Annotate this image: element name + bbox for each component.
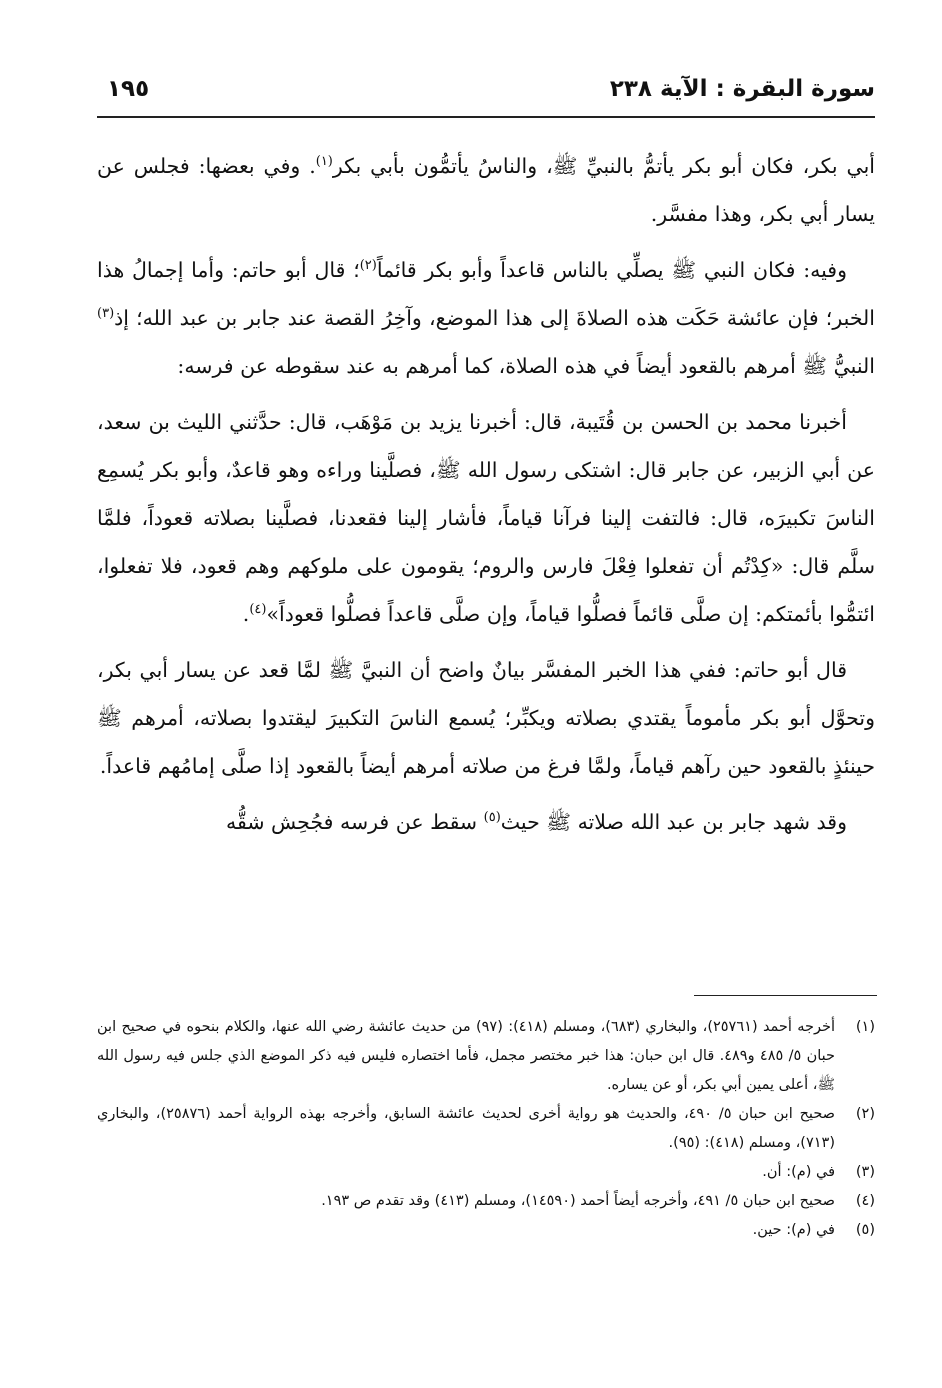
footnotes — [97, 1013, 875, 1245]
footnote-ref: (٢) — [359, 258, 377, 274]
footnote-separator — [694, 995, 877, 996]
page-number: ١٩٥ — [107, 76, 150, 102]
paragraph-text: . وفي بعضها: فجلس عن يسار أبي بكر، وهذا مفسَّر. — [97, 154, 875, 226]
paragraph — [97, 246, 875, 390]
paragraph-text: وفيه: فكان النبي ﷺ يصلِّي بالناس قاعداً وأبو بكر قائماً — [376, 258, 848, 282]
paragraph — [97, 398, 875, 638]
footnote-number: (٢) — [855, 1106, 875, 1122]
running-title: سورة البقرة : الآية ٢٣٨ — [609, 76, 875, 102]
paragraph-text: . — [242, 602, 250, 626]
paragraph-text: وقد شهد جابر بن عبد الله صلاته ﷺ حيث — [500, 810, 847, 834]
paragraph — [97, 646, 875, 790]
footnote-number: (٥) — [855, 1222, 875, 1238]
footnote-number: (٤) — [855, 1193, 875, 1209]
footnote — [97, 1158, 875, 1187]
footnote — [97, 1216, 875, 1245]
footnote-ref: (٥) — [483, 810, 501, 826]
footnote-ref: (٤) — [249, 602, 267, 618]
footnote — [97, 1100, 875, 1158]
footnote-text: في (م): أن. — [762, 1164, 835, 1180]
paragraph-text: أبي بكر، فكان أبو بكر يأتمُّ بالنبيِّ ﷺ، والناسُ يأتمُّون بأبي بكر — [332, 154, 875, 178]
paragraph — [97, 142, 875, 238]
paragraph-text: أخبرنا محمد بن الحسن بن قُتَيبة، قال: أخبرنا يزيد بن مَوْهَب، قال: حدَّثني الليث بن سعد، عن أبي الزبير، عن جابر قال: اشتكى رسول الله ﷺ، فصلَّينا وراءه وهو قاعدٌ، وأبو بكر يُسمِع الناسَ تكبيرَه، قال: فالتفت إلينا فرآنا قياماً، فأشار إلينا فقعدنا، فصلَّينا بصلاته قعوداً، فلمَّا سلَّم قال: «كِدْتُم أن تفعلوا فِعْلَ فارس والروم؛ يقومون على ملوكهم وهم قعود، فلا تفعلوا، ائتمُّوا بأئمتكم: إن صلَّى قائماً فصلُّوا قياماً، وإن صلَّى قاعداً فصلُّوا قعوداً» — [97, 410, 875, 626]
footnote-text: في (م): حين. — [752, 1222, 835, 1238]
footnote-ref: (٣) — [97, 306, 115, 322]
footnote-text: صحيح ابن حبان ٥/ ٤٩١، وأخرجه أيضاً أحمد (١٤٥٩٠)، ومسلم (٤١٣) وقد تقدم ص ١٩٣. — [321, 1193, 835, 1209]
paragraph-text: قال أبو حاتم: ففي هذا الخبر المفسَّر بيانٌ واضح أن النبيَّ ﷺ لمَّا قعد عن يسار أبي بكر، وتحوَّل أبو بكر مأموماً يقتدي بصلاته ويكبِّر؛ يُسمع الناسَ التكبيرَ ليقتدوا بصلاته، أمرهم ﷺ حينئذٍ بالقعود حين رآهم قياماً، ولمَّا فرغ من صلاته أمرهم أيضاً بالقعود إذا صلَّى إمامُهم قاعداً. — [97, 658, 875, 778]
footnote-ref: (١) — [315, 154, 333, 170]
main-text — [97, 142, 875, 854]
footnote-text: أخرجه أحمد (٢٥٧٦١)، والبخاري (٦٨٣)، ومسلم (٤١٨): (٩٧) من حديث عائشة رضي الله عنها، والكلام بنحوه في صحيح ابن حبان ٥/ ٤٨٥ و٤٨٩. قال ابن حبان: هذا خبر مختصر مجمل، فأما اختصاره فليس فيه ذكر الموضع الذي جلس فيه رسول الله ﷺ، أعلى يمين أبي بكر، أو عن يساره. — [97, 1019, 835, 1093]
paragraph-text: النبيُّ ﷺ أمرهم بالقعود أيضاً في هذه الصلاة، كما أمرهم به عند سقوطه عن فرسه: — [177, 354, 875, 378]
footnote-number: (٣) — [855, 1164, 875, 1180]
page-header — [97, 66, 875, 118]
footnote-text: صحيح ابن حبان ٥/ ٤٩٠، والحديث هو رواية أخرى لحديث عائشة السابق، وأخرجه بهذه الرواية أحمد (٢٥٨٧٦)، والبخاري (٧١٣)، ومسلم (٤١٨): (٩٥). — [97, 1106, 835, 1151]
footnote-number: (١) — [855, 1019, 875, 1035]
paragraph — [97, 798, 875, 846]
footnote — [97, 1187, 875, 1216]
paragraph-text: سقط عن فرسه فجُحِش شقُّه — [225, 810, 484, 834]
paragraph-text: ؛ قال أبو حاتم: وأما إجمالُ هذا الخبر؛ فإن عائشة حَكَت هذه الصلاةَ إلى هذا الموضع، وآخِرُ القصة عند جابر بن عبد الله؛ إذ — [97, 258, 875, 330]
footnote — [97, 1013, 875, 1100]
